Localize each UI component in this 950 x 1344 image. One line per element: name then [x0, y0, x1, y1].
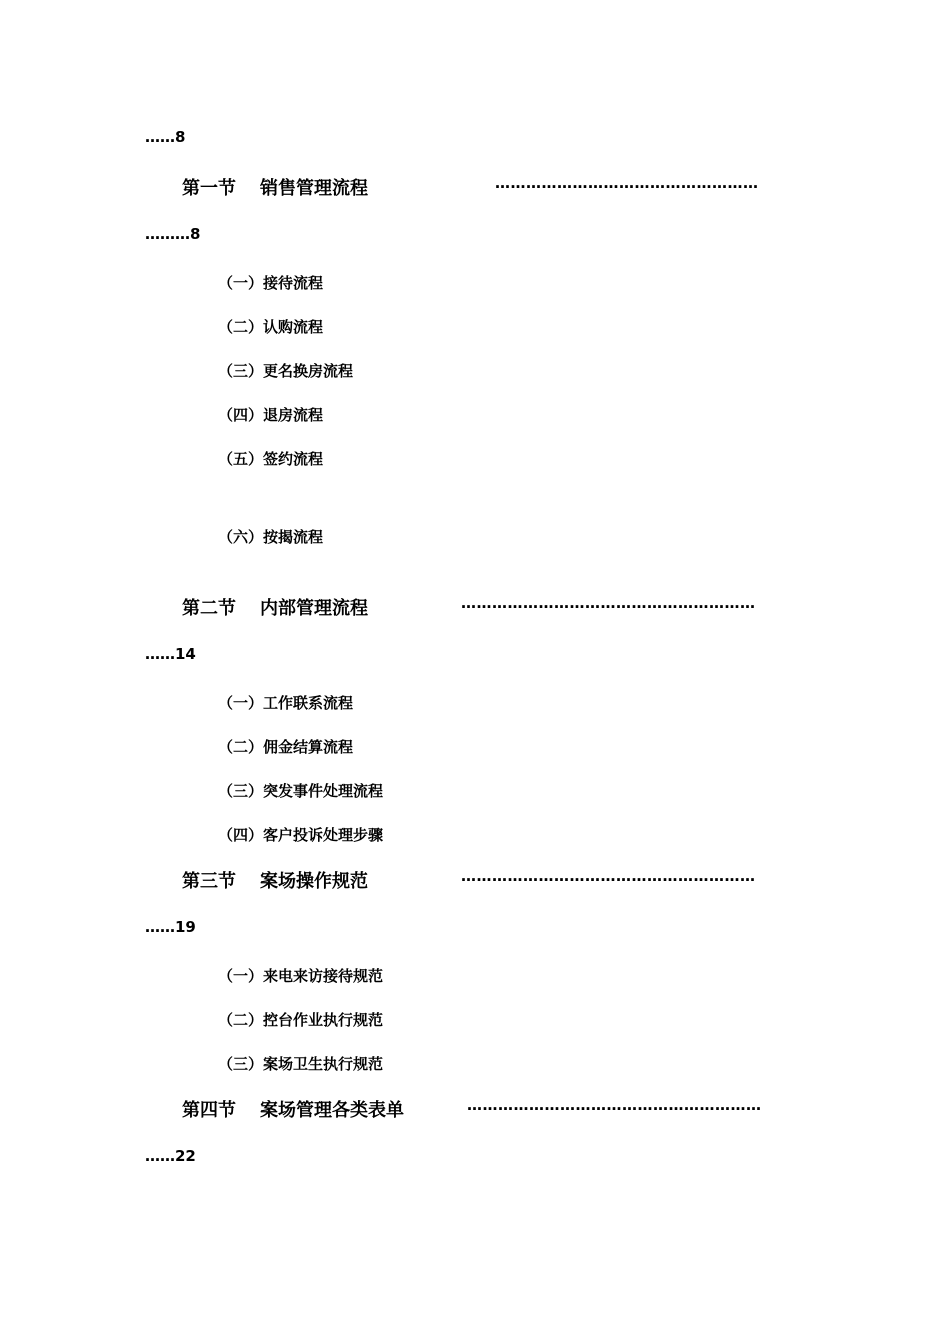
toc-leader-dots: ………………………………………………… [461, 867, 756, 885]
toc-section-2 [182, 594, 368, 620]
toc-leader-dots: ………………………………………………… [461, 594, 756, 612]
section-title: 销售管理流程 [260, 178, 368, 199]
toc-item: （二）佣金结算流程 [218, 738, 354, 756]
section-label: 第三节 [182, 871, 236, 892]
toc-section-1 [182, 174, 368, 200]
toc-section-3 [182, 867, 368, 893]
toc-item: （二）控台作业执行规范 [218, 1011, 384, 1029]
section-label: 第一节 [182, 178, 236, 199]
section-title: 案场管理各类表单 [260, 1100, 404, 1121]
toc-item: （三）更名换房流程 [218, 362, 354, 380]
toc-item: （三）突发事件处理流程 [218, 782, 384, 800]
toc-continuation-page: ……8 [145, 128, 186, 146]
toc-section-4 [182, 1096, 404, 1122]
toc-section-2-page: ……14 [145, 645, 196, 663]
toc-item: （四）退房流程 [218, 406, 324, 424]
toc-section-3-page: ……19 [145, 918, 196, 936]
toc-section-4-page: ……22 [145, 1147, 196, 1165]
toc-item: （六）按揭流程 [218, 528, 324, 546]
toc-item: （四）客户投诉处理步骤 [218, 826, 384, 844]
section-label: 第四节 [182, 1100, 236, 1121]
toc-item: （一）工作联系流程 [218, 694, 354, 712]
toc-item: （一）来电来访接待规范 [218, 967, 384, 985]
toc-item: （二）认购流程 [218, 318, 324, 336]
toc-leader-dots: …………………………………………… [495, 174, 759, 192]
toc-item: （一）接待流程 [218, 274, 324, 292]
toc-item: （五）签约流程 [218, 450, 324, 468]
toc-section-1-page: ………8 [145, 225, 201, 243]
section-title: 案场操作规范 [260, 871, 368, 892]
toc-item: （三）案场卫生执行规范 [218, 1055, 384, 1073]
section-label: 第二节 [182, 598, 236, 619]
section-title: 内部管理流程 [260, 598, 368, 619]
toc-leader-dots: ………………………………………………… [467, 1096, 762, 1114]
